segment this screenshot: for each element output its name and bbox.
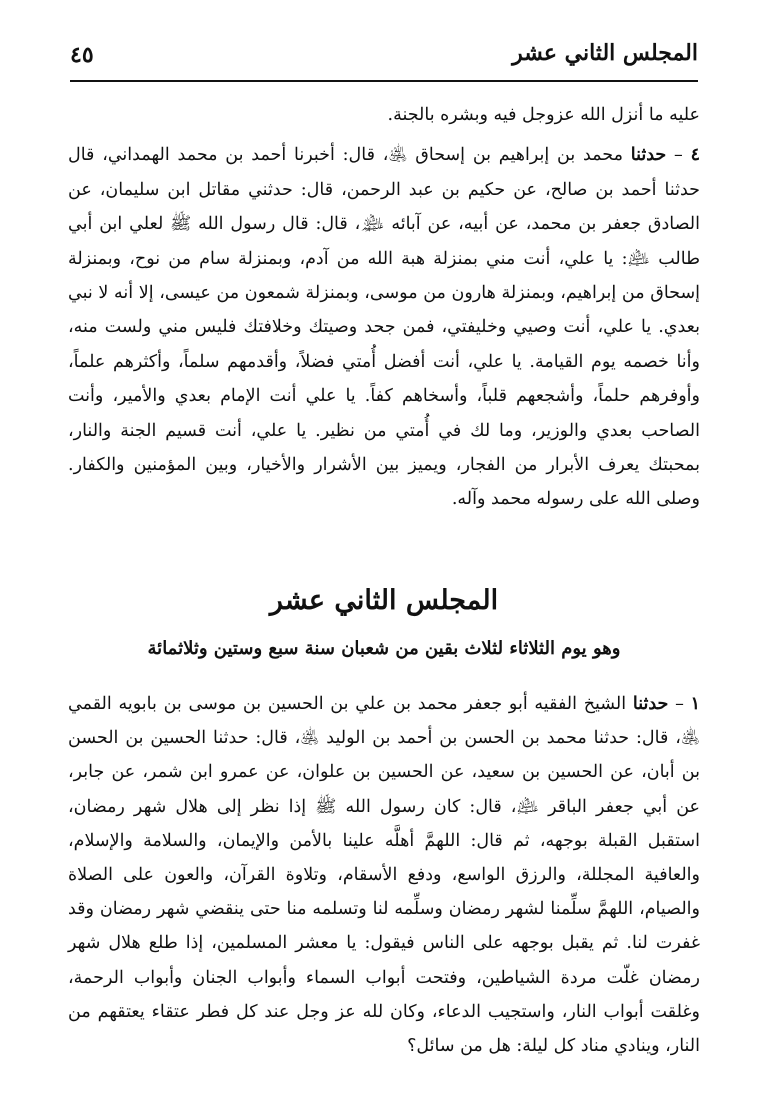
hadith-text: محمد بن إبراهيم بن إسحاق ﵁، قال: أخبرنا أحمد بن محمد الهمداني، قال حدثنا أحمد بن صالح، عن حكيم بن عبد الرحمن، قال: حدثني مقاتل ابن سليمان، عن الصادق جعفر بن محمد، عن أبيه، عن آبائه ﵈، قال: قال رسول الله ﷺ لعلي ابن أبي طالب ﵇: يا علي، أنت مني بمنزلة هبة الله من آدم، وبمنزلة سام من نوح، وبمنزلة إسحاق من إبراهيم، وبمنزلة هارون من موسى، وبمنزلة شمعون من عيسى، إلا أنه لا نبي بعدي. يا علي، أنت وصيي وخليفتي، فمن جحد وصيتك وخلافتك فليس مني ولست منه، وأنا خصمه يوم القيامة. يا علي، أنت أفضل أُمتي فضلاً، وأقدمهم سلماً، وأكثرهم علماً، وأوفرهم حلماً، وأشجعهم قلباً، وأسخاهم كفاً. يا علي أنت الإمام بعدي والأمير، وأنت الصاحب بعدي والوزير، وما لك في أُمتي من نظير. يا علي، أنت قسيم الجنة والنار، بمحبتك يعرف الأبرار من الفجار، ويميز بين الأشرار والأخيار، وبين المؤمنين والكفار. وصلى الله على رسوله محمد وآله. bbox=[68, 145, 700, 510]
header-rule bbox=[70, 80, 698, 82]
hadith-1-paragraph bbox=[68, 687, 700, 1063]
session-title: المجلس الثاني عشر bbox=[269, 585, 499, 616]
hadith-number: ٤ bbox=[690, 145, 700, 166]
page-header bbox=[70, 40, 698, 80]
continuation-paragraph: عليه ما أنزل الله عزوجل فيه وبشره بالجنة. bbox=[387, 105, 700, 125]
hadith-lead-word: حدثنا bbox=[630, 145, 667, 166]
top-section-text bbox=[68, 98, 700, 517]
hadith-dash: – bbox=[668, 694, 691, 714]
running-title: المجلس الثاني عشر bbox=[512, 40, 698, 66]
page-number: ٤٥ bbox=[70, 42, 94, 68]
session-subtitle: وهو يوم الثلاثاء لثلاث بقين من شعبان سنة سبع وستين وثلاثمائة bbox=[147, 638, 621, 659]
hadith-text: الشيخ الفقيه أبو جعفر محمد بن علي بن الحسين بن موسى بن بابويه القمي ﵁، قال: حدثنا محمد بن الحسن بن أحمد بن الوليد ﵁، قال: حدثنا الحسين بن الحسن بن أبان، عن الحسين بن سعيد، عن الحسين بن علوان، عن عمرو ابن شمر، عن جابر، عن أبي جعفر الباقر ﵇، قال: كان رسول الله ﷺ إذا نظر إلى هلال شهر رمضان، استقبل القبلة بوجهه، ثم قال: اللهمَّ أهلَّه علينا بالأمن والإيمان، والسلامة والإسلام، والعافية المجللة، والرزق الواسع، ودفع الأسقام، وتلاوة القرآن، والعون على الصلاة والصيام، اللهمَّ سلِّمنا لشهر رمضان وسلِّمه لنا وتسلمه منا حتى ينقضي شهر رمضان وقد غفرت لنا. ثم يقبل بوجهه على الناس فيقول: يا معشر المسلمين، إذا طلع هلال شهر رمضان غلّت مردة الشياطين، وفتحت أبواب السماء وأبواب الجنان وأبواب الرحمة، وغلقت أبواب النار، واستجيب الدعاء، وكان لله عز وجل عند كل فطر عتقاء يعتقهم من النار، وينادي مناد كل ليلة: هل من سائل؟ bbox=[68, 694, 700, 1057]
hadith-lead-word: حدثنا bbox=[632, 694, 669, 714]
session-body-text bbox=[68, 687, 700, 1063]
hadith-number: ١ bbox=[690, 694, 700, 714]
hadith-dash: – bbox=[666, 145, 691, 166]
hadith-4-paragraph bbox=[68, 138, 700, 516]
